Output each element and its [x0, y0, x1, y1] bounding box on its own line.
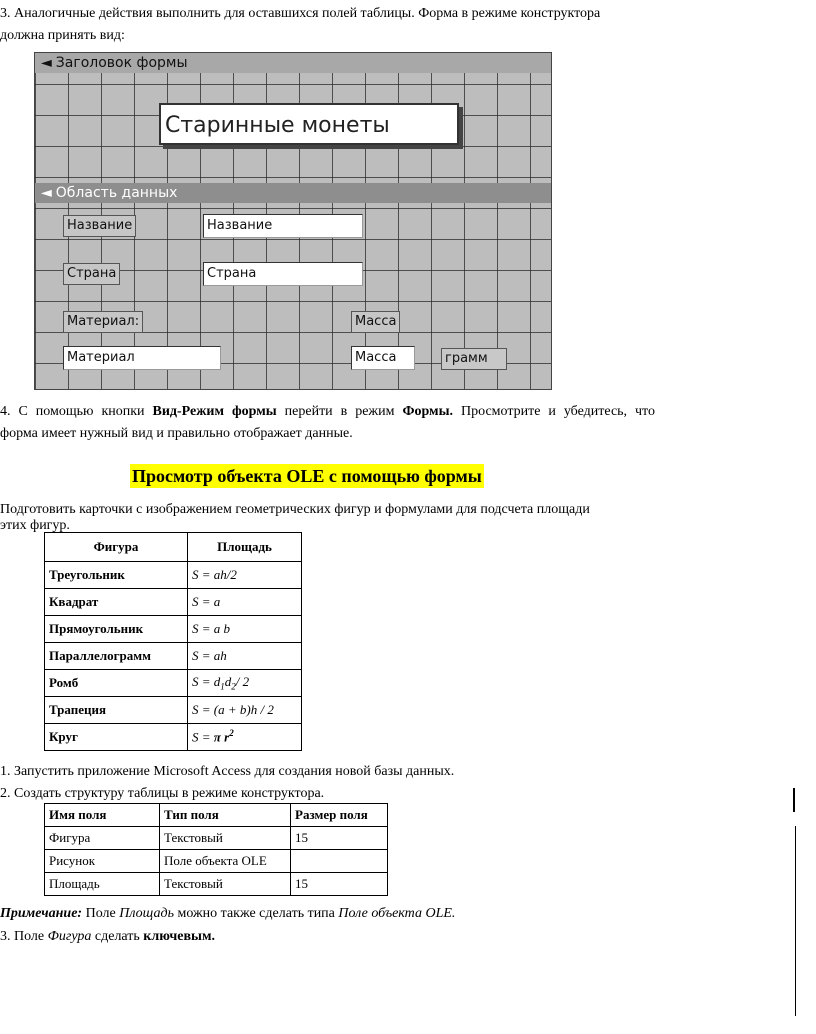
shape-formula: S = ah — [188, 643, 302, 670]
shape-formula: S = π $r^2$ — [188, 724, 302, 751]
table-header-row — [45, 804, 388, 827]
mass-field: Масса — [351, 346, 415, 370]
intro-line2: этих фигур. — [0, 518, 70, 533]
mass-label: Масса — [351, 311, 400, 333]
field-name-cell: Рисунок — [45, 850, 160, 873]
shape-formula: S = a b — [188, 616, 302, 643]
header-field-type: Тип поля — [160, 804, 291, 827]
field-size-cell — [291, 850, 388, 873]
shape-name: Ромб — [45, 670, 188, 697]
step3-line1: 3. Аналогичные действия выполнить для оставшихся полей таблицы. Форма в режиме конструктора — [0, 6, 601, 21]
section-arrow-icon: ◄ — [41, 185, 52, 201]
section-title: Просмотр объекта OLE с помощью формы — [132, 466, 482, 486]
table-row — [45, 670, 302, 697]
country-field: Страна — [203, 262, 363, 286]
margin-bar — [793, 788, 795, 812]
shape-name: Прямоугольник — [45, 616, 188, 643]
table-row — [45, 827, 388, 850]
intro-line1: Подготовить карточки с изображением геометрических фигур и формулами для подсчета площади — [0, 502, 590, 517]
step1: 1. Запустить приложение Microsoft Access для создания новой базы данных. — [0, 764, 455, 779]
shape-formula: $S = d_1d_2/$ 2 — [188, 670, 302, 697]
shape-name: Параллелограмм — [45, 643, 188, 670]
field-type-cell: Текстовый — [160, 827, 291, 850]
header-field-size: Размер поля — [291, 804, 388, 827]
shapes-table — [44, 532, 302, 751]
shape-name: Круг — [45, 724, 188, 751]
step3-line2: должна принять вид: — [0, 28, 125, 43]
unit-label: грамм — [441, 348, 507, 370]
table-row — [45, 589, 302, 616]
table-row — [45, 562, 302, 589]
name-label: Название — [63, 215, 136, 237]
shape-name: Треугольник — [45, 562, 188, 589]
step2: 2. Создать структуру таблицы в режиме конструктора. — [0, 786, 325, 801]
name-field: Название — [203, 214, 363, 238]
form-title-label: Старинные монеты — [159, 103, 459, 145]
material-field: Материал — [63, 346, 221, 370]
shape-name: Квадрат — [45, 589, 188, 616]
shape-formula: S = a — [188, 589, 302, 616]
data-section-label: Область данных — [55, 185, 178, 201]
fields-table — [44, 803, 388, 896]
header-area: Площадь — [188, 533, 302, 562]
header-shape: Фигура — [45, 533, 188, 562]
field-size-cell: 15 — [291, 873, 388, 896]
margin-bar — [795, 826, 796, 1016]
shape-formula: S = (a + b)h / 2 — [188, 697, 302, 724]
note: Примечание: Поле Площадь можно также сделать типа Поле объекта OLE. — [0, 906, 456, 921]
shape-formula: S = ah/2 — [188, 562, 302, 589]
field-type-cell: Текстовый — [160, 873, 291, 896]
field-size-cell: 15 — [291, 827, 388, 850]
header-field-name: Имя поля — [45, 804, 160, 827]
table-row — [45, 697, 302, 724]
table-row — [45, 616, 302, 643]
country-label: Страна — [63, 263, 120, 285]
table-row — [45, 724, 302, 751]
form-header-section-bar — [35, 53, 551, 73]
table-row — [45, 643, 302, 670]
table-row — [45, 873, 388, 896]
section-arrow-icon: ◄ — [41, 55, 52, 71]
shape-name: Трапеция — [45, 697, 188, 724]
step3-key: 3. Поле Фигура сделать ключевым. — [0, 929, 216, 944]
data-section-bar — [35, 183, 551, 203]
field-name-cell: Площадь — [45, 873, 160, 896]
form-header-label: Заголовок формы — [55, 55, 188, 71]
table-header-row — [45, 533, 302, 562]
table-row — [45, 850, 388, 873]
field-type-cell: Поле объекта OLE — [160, 850, 291, 873]
step4-line1: 4. С помощью кнопки Вид-Режим формы перейти в режим Формы. Просмотрите и убедитесь, что — [0, 404, 655, 419]
form-designer-screenshot — [34, 52, 552, 390]
material-label: Материал: — [63, 311, 143, 333]
step4-line2: форма имеет нужный вид и правильно отображает данные. — [0, 426, 353, 441]
field-name-cell: Фигура — [45, 827, 160, 850]
